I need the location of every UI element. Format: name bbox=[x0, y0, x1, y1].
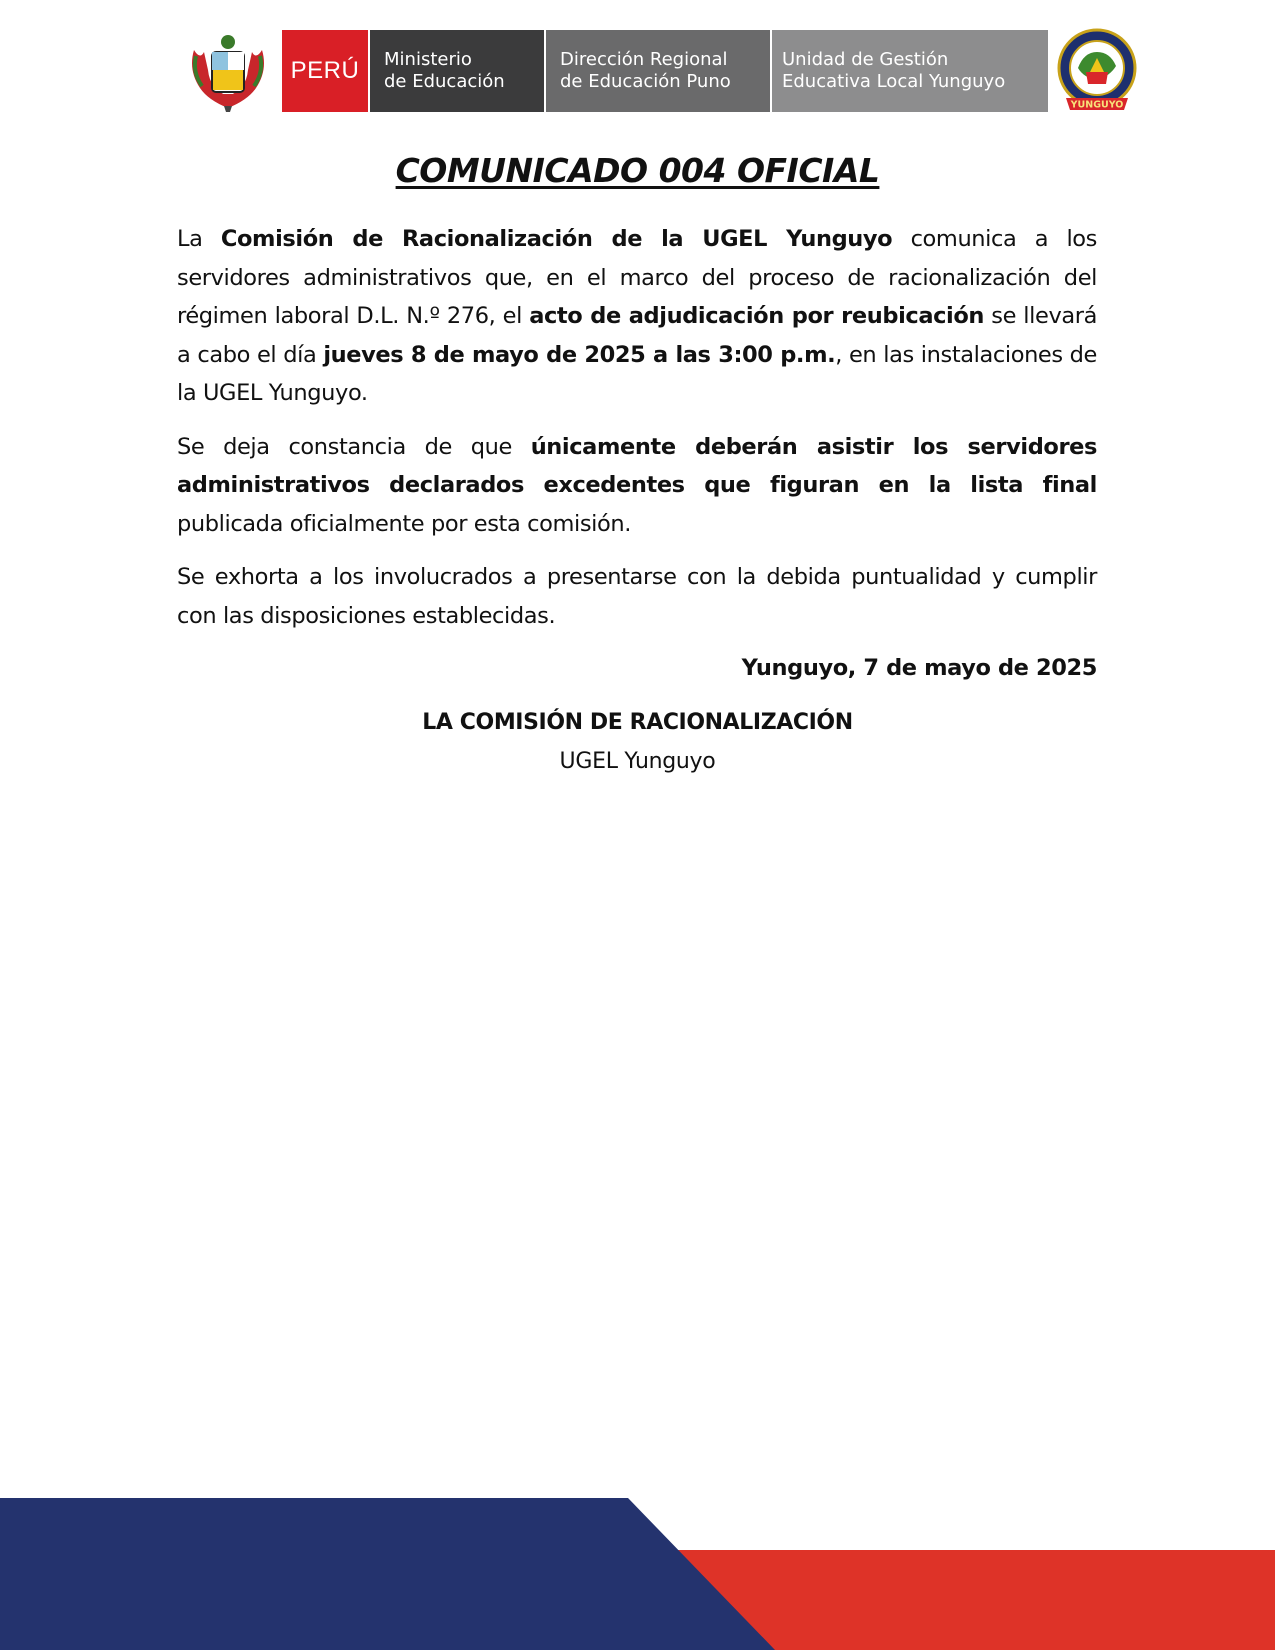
signature-title: LA COMISIÓN DE RACIONALIZACIÓN bbox=[422, 710, 853, 735]
place-date: Yunguyo, 7 de mayo de 2025 bbox=[741, 655, 1097, 681]
footer-navy-shape bbox=[0, 1498, 775, 1650]
p1-text-4: , en las instalaciones de la UGEL Yunguyo. bbox=[177, 341, 1097, 406]
p2-text-1: Se deja constancia de que bbox=[177, 433, 531, 460]
ugel-line-1: Unidad de Gestión bbox=[782, 49, 949, 70]
document-body bbox=[177, 220, 1097, 650]
ugel-line-2: Educativa Local Yunguyo bbox=[782, 71, 1006, 92]
paragraph-2 bbox=[177, 428, 1097, 544]
peru-label: PERÚ bbox=[282, 30, 368, 112]
p1-text-2: comunica a los servidores administrativos que, en el marco del proceso de racionalización del régimen laboral D.L. N.º 276, el bbox=[177, 226, 1097, 329]
paragraph-1 bbox=[177, 220, 1097, 413]
regional-line-1: Dirección Regional bbox=[560, 49, 728, 70]
ugel-block bbox=[772, 30, 1048, 112]
ugel-yunguyo-seal-icon bbox=[1052, 28, 1142, 114]
p1-text-1: La bbox=[177, 226, 221, 252]
p2-text-2: publicada oficialmente por esta comisión. bbox=[177, 510, 631, 537]
p1-bold-2: acto de adjudicación por reubicación bbox=[529, 303, 985, 329]
letterhead bbox=[186, 30, 1146, 112]
ministry-line-2: de Educación bbox=[384, 71, 505, 92]
peru-coat-of-arms-icon bbox=[186, 30, 270, 114]
p1-bold-3: jueves 8 de mayo de 2025 a las 3:00 p.m. bbox=[323, 341, 836, 368]
p2-bold-1: únicamente deberán asistir los servidores administrativos declarados excedentes que figuran en la lista final bbox=[177, 433, 1098, 498]
ministry-line-1: Ministerio bbox=[384, 49, 472, 70]
regional-line-2: de Educación Puno bbox=[560, 71, 731, 92]
footer-band bbox=[0, 1498, 1275, 1650]
seal-label: YUNGUYO bbox=[1070, 99, 1124, 111]
p1-bold-1: Comisión de Racionalización de la UGEL Yunguyo bbox=[220, 226, 893, 252]
signature-entity: UGEL Yunguyo bbox=[559, 749, 716, 774]
document-title: COMUNICADO 004 OFICIAL bbox=[395, 151, 880, 190]
ministry-block bbox=[370, 30, 544, 112]
p1-text-3: se llevará a cabo el día bbox=[177, 303, 1097, 368]
regional-block bbox=[546, 30, 770, 112]
paragraph-3: Se exhorta a los involucrados a presentarse con la debida puntualidad y cumplir con las disposiciones establecidas. bbox=[177, 564, 1097, 629]
